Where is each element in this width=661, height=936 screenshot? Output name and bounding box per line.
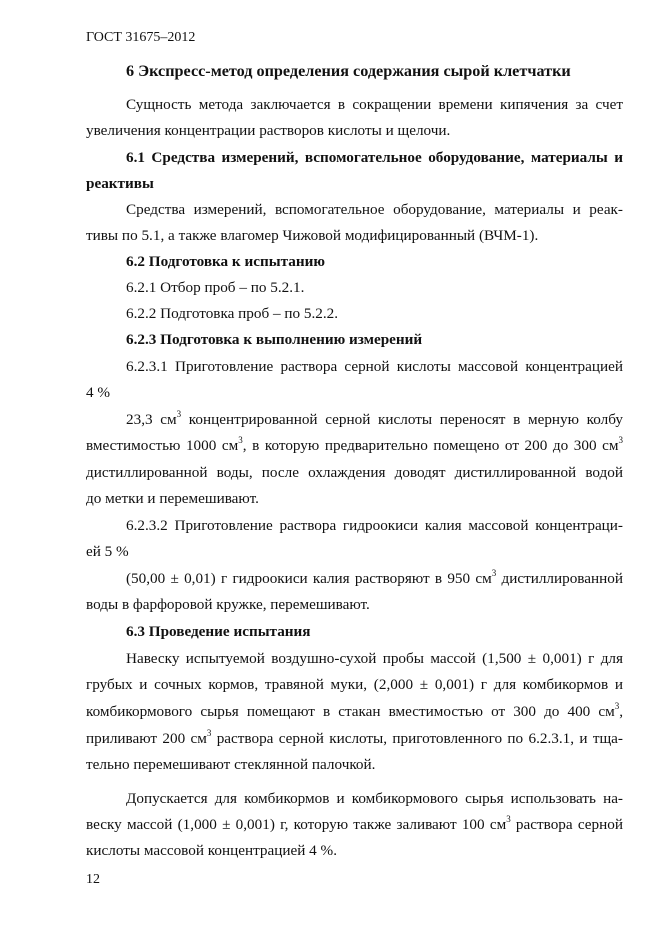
paragraph-line bbox=[86, 434, 623, 455]
text-run: комбикормового сырья помещают в стакан вместимостью от 300 до 400 см bbox=[86, 703, 615, 720]
paragraph-line bbox=[86, 813, 623, 834]
standard-number: ГОСТ 31675–2012 bbox=[86, 30, 196, 45]
text-run: вместимостью 1000 см bbox=[86, 437, 239, 454]
paragraph-line: ей 5 % bbox=[86, 543, 129, 560]
text-run: веску массой (1,000 ± 0,001) г, которую также заливают 100 см bbox=[86, 816, 507, 833]
paragraph-line: до метки и перемешивают. bbox=[86, 490, 259, 507]
superscript: 3 bbox=[618, 434, 623, 445]
superscript: 3 bbox=[506, 813, 511, 824]
paragraph-line: Сущность метода заключается в сокращении времени кипячения за счет bbox=[126, 96, 623, 113]
text-run: , bbox=[619, 703, 623, 720]
paragraph-line: 6.2.3.1 Приготовление раствора серной кислоты массовой концентрацией bbox=[126, 358, 623, 375]
paragraph-line bbox=[126, 567, 623, 588]
paragraph-line: 4 % bbox=[86, 384, 111, 401]
item-6-2-2: 6.2.2 Подготовка проб – по 5.2.2. bbox=[126, 305, 339, 322]
paragraph-line: грубых и сочных кормов, травяной муки, (2,000 ± 0,001) г для комбикормов и bbox=[86, 676, 623, 693]
page-number: 12 bbox=[86, 872, 100, 887]
paragraph-line: тивы по 5.1, а также влагомер Чижовой модифицированный (ВЧМ-1). bbox=[86, 227, 539, 244]
paragraph-line: кислоты массовой концентрацией 4 %. bbox=[86, 842, 338, 859]
text-run: раствора серной кислоты, приготовленного по 6.2.3.1, и тща- bbox=[211, 730, 623, 747]
superscript: 3 bbox=[491, 567, 497, 578]
paragraph-line: 6.2.3.2 Приготовление раствора гидроокиси калия массовой концентраци- bbox=[126, 517, 623, 534]
section-6-title: 6 Экспресс-метод определения содержания сырой клетчатки bbox=[126, 62, 571, 80]
paragraph-line: увеличения концентрации растворов кислоты и щелочи. bbox=[86, 122, 451, 139]
section-6-2-3-title: 6.2.3 Подготовка к выполнению измерений bbox=[126, 331, 423, 348]
superscript: 3 bbox=[238, 434, 243, 445]
text-run: раствора серной bbox=[510, 816, 623, 833]
paragraph-line: Навеску испытуемой воздушно-сухой пробы массой (1,500 ± 0,001) г для bbox=[126, 650, 623, 667]
section-6-3-title: 6.3 Проведение испытания bbox=[126, 623, 311, 640]
paragraph-line: воды в фарфоровой кружке, перемешивают. bbox=[86, 596, 370, 613]
section-6-2-title: 6.2 Подготовка к испытанию bbox=[126, 253, 325, 270]
superscript: 3 bbox=[176, 408, 182, 419]
text-run: концентрированной серной кислоты переносят в мерную колбу bbox=[181, 411, 623, 428]
text-run: 23,3 см bbox=[126, 411, 177, 428]
text-run: приливают 200 см bbox=[86, 730, 207, 747]
paragraph-line: тельно перемешивают стеклянной палочкой. bbox=[86, 756, 376, 773]
paragraph-line bbox=[126, 408, 623, 429]
section-6-1-title-cont: реактивы bbox=[86, 175, 154, 192]
section-6-1-title: 6.1 Средства измерений, вспомогательное оборудование, материалы и bbox=[126, 149, 623, 166]
text-run: , в которую предварительно помещено от 200 до 300 см bbox=[242, 437, 619, 454]
paragraph-line: Средства измерений, вспомогательное оборудование, материалы и реак- bbox=[126, 201, 623, 218]
superscript: 3 bbox=[614, 700, 620, 711]
text-run: дистиллированной bbox=[496, 570, 623, 587]
text-run: (50,00 ± 0,01) г гидроокиси калия растворяют в 950 см bbox=[126, 570, 492, 587]
item-6-2-1: 6.2.1 Отбор проб – по 5.2.1. bbox=[126, 279, 305, 296]
superscript: 3 bbox=[206, 727, 212, 738]
paragraph-line: Допускается для комбикормов и комбикормового сырья использовать на- bbox=[126, 790, 623, 807]
paragraph-line bbox=[86, 727, 623, 748]
paragraph-line bbox=[86, 700, 623, 721]
paragraph-line: дистиллированной воды, после охлаждения доводят дистиллированной водой bbox=[86, 464, 623, 481]
